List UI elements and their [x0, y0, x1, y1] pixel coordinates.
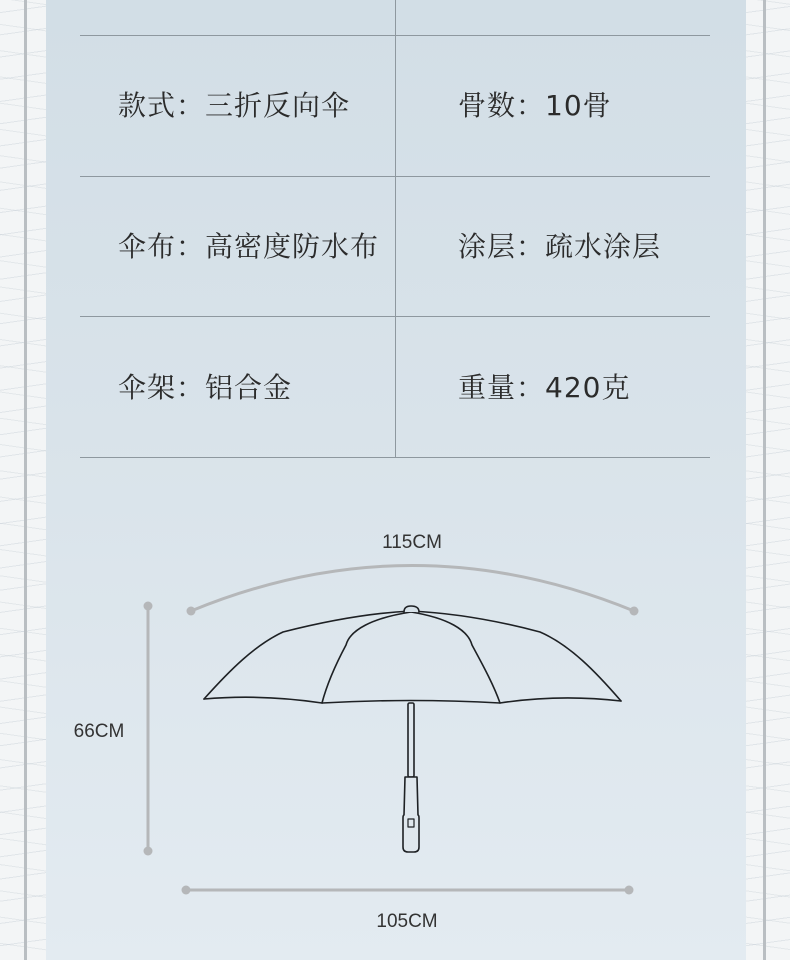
dimension-endpoint	[144, 847, 153, 856]
spec-style: 款式：三折反向伞	[118, 89, 351, 122]
height-label: 66CM	[73, 721, 125, 742]
spec-coating: 涂层：疏水涂层	[458, 230, 662, 263]
dimension-endpoint	[144, 602, 153, 611]
umbrella-icon	[204, 606, 621, 852]
spec-weight: 重量：420克	[458, 371, 631, 404]
spec-frame: 伞架：铝合金	[118, 371, 293, 404]
spec-fabric: 伞布：高密度防水布	[118, 230, 380, 263]
diameter-label: 105CM	[376, 911, 438, 932]
dimension-endpoint	[182, 886, 191, 895]
dimension-endpoint	[625, 886, 634, 895]
open-span-arc	[191, 566, 634, 612]
spec-ribs: 骨数：10骨	[458, 89, 612, 122]
dimension-endpoint	[187, 607, 196, 616]
dimension-endpoint	[630, 607, 639, 616]
open-span-label: 115CM	[382, 532, 442, 553]
